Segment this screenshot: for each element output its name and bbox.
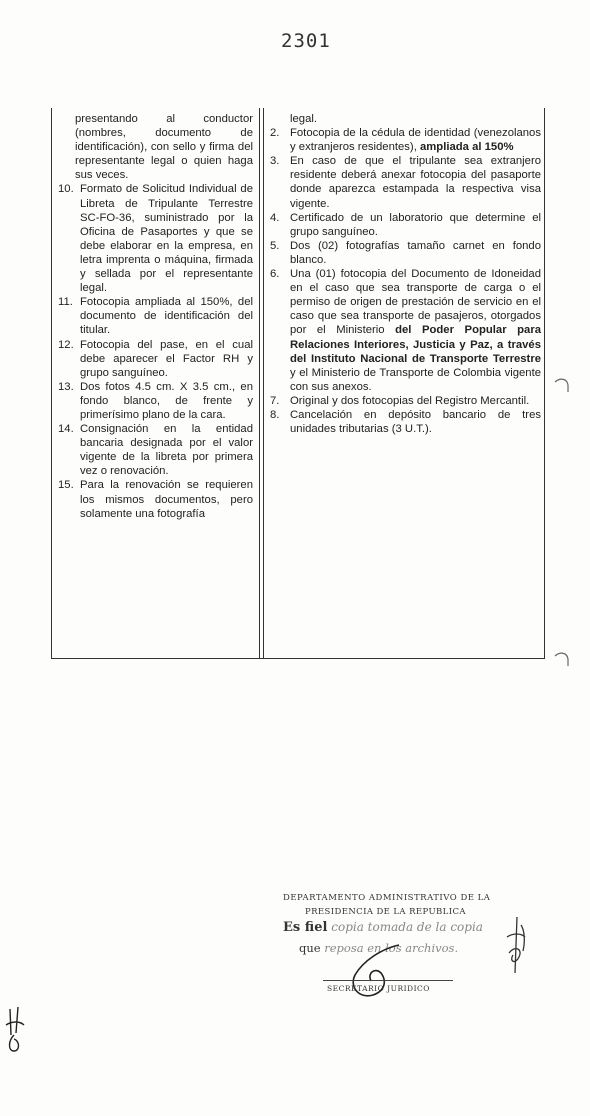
item-text: En caso de que el tripulante sea extranjero residente deberá anexar fotocopia del pasaporte donde aparezca estampada la respectiva visa vigente. bbox=[290, 155, 541, 210]
handwritten-initial-icon bbox=[4, 1005, 26, 1055]
item-text: Dos fotos 4.5 cm. X 3.5 cm., en fondo blanco, de frente y primerísimo plano de la cara. bbox=[80, 380, 253, 421]
stamp-line: PRESIDENCIA DE LA REPUBLICA bbox=[305, 907, 466, 917]
item-number: 7. bbox=[270, 394, 280, 407]
item-text-part: Una (01) fotocopia del Documento de Idoneidad en el caso que sea transporte de carga o el permiso de origen de prestación de servicio en el caso que sea transporte de pasajeros, otorgados por el Ministerio bbox=[290, 268, 541, 337]
right-column bbox=[270, 112, 541, 436]
list-item bbox=[270, 408, 541, 436]
item-text bbox=[290, 126, 541, 154]
item-text-part: Fotocopia de la cédula de identidad (venezolanos y extranjeros residentes), bbox=[290, 127, 541, 154]
item-number: 15. bbox=[58, 479, 74, 492]
list-item bbox=[58, 478, 253, 520]
left-list bbox=[58, 182, 253, 520]
list-item bbox=[270, 394, 541, 408]
item-text: Formato de Solicitud Individual de Libreta de Tripulante Terrestre SC-FO-36, suministrado por la Oficina de Pasaportes y que se debe elaborar en la empresa, en letra imprenta o máquina, firmada y sellada por el representante legal. bbox=[80, 183, 253, 295]
page-number: 2301 bbox=[281, 30, 331, 52]
item-text: Certificado de un laboratorio que determine el grupo sanguíneo. bbox=[290, 211, 541, 238]
item-text: Dos (02) fotografías tamaño carnet en fondo blanco. bbox=[290, 239, 541, 266]
stamp-faded-text: copia tomada de la copia bbox=[331, 920, 483, 934]
item-text: Fotocopia del pase, en el cual debe aparecer el Factor RH y grupo sanguíneo. bbox=[80, 338, 253, 379]
list-item bbox=[270, 126, 541, 154]
item-text: Para la renovación se requieren los mismos documentos, pero solamente una fotografía bbox=[80, 479, 253, 520]
stamp-line: SECRETARIO JURIDICO bbox=[327, 984, 430, 993]
stamp-text: que bbox=[299, 941, 321, 955]
signature-line bbox=[323, 980, 453, 981]
list-item bbox=[270, 154, 541, 210]
stamp-line bbox=[283, 920, 483, 935]
item-text: Original y dos fotocopias del Registro Mercantil. bbox=[290, 394, 530, 407]
list-item bbox=[58, 422, 253, 478]
handwritten-initial-icon bbox=[503, 915, 529, 977]
item-number: 8. bbox=[270, 408, 280, 421]
item-number: 6. bbox=[270, 268, 280, 281]
list-item bbox=[270, 267, 541, 394]
margin-mark-icon bbox=[553, 650, 573, 668]
stamp-line: DEPARTAMENTO ADMINISTRATIVO DE LA bbox=[283, 893, 491, 903]
item-number: 3. bbox=[270, 155, 280, 168]
list-item bbox=[270, 239, 541, 267]
list-item bbox=[58, 338, 253, 380]
item-number: 4. bbox=[270, 211, 280, 224]
right-list bbox=[270, 126, 541, 436]
item-text: Cancelación en depósito bancario de tres unidades tributarias (3 U.T.). bbox=[290, 408, 541, 436]
stamp-faded-text: reposa en los archivos. bbox=[324, 941, 459, 955]
list-item bbox=[58, 182, 253, 295]
left-column bbox=[58, 112, 253, 521]
item-text: Fotocopia ampliada al 150%, del documento de identificación del titular. bbox=[80, 296, 253, 337]
list-item bbox=[58, 380, 253, 422]
item-text bbox=[290, 267, 541, 394]
column-divider bbox=[263, 108, 264, 658]
right-intro-text: legal. bbox=[290, 113, 318, 125]
item-number: 14. bbox=[58, 423, 74, 436]
item-number: 13. bbox=[58, 380, 74, 393]
item-bold-text: ampliada al 150% bbox=[419, 141, 514, 154]
item-text-part: y el Ministerio de Transporte de Colombia vigente con sus anexos. bbox=[290, 366, 541, 393]
left-intro-text: presentando al conductor (nombres, documento de identificación), con sello y firma del representante legal o quien haga sus veces. bbox=[75, 113, 253, 182]
list-item bbox=[58, 295, 253, 337]
list-item bbox=[270, 211, 541, 239]
item-bold-text: del Poder Popular para Relaciones Interiores, Justicia y Paz, a través del Instituto Nacional de Transporte Terrestre bbox=[290, 324, 541, 365]
item-number: 11. bbox=[58, 296, 73, 309]
item-number: 10. bbox=[58, 183, 74, 196]
item-text: Consignación en la entidad bancaria designada por el valor vigente de la libreta por primera vez o renovación. bbox=[80, 423, 253, 478]
column-divider bbox=[259, 108, 260, 658]
certification-stamp bbox=[283, 893, 493, 1003]
requirements-table bbox=[51, 108, 545, 659]
item-number: 2. bbox=[270, 127, 280, 140]
margin-mark-icon bbox=[553, 376, 573, 394]
item-number: 5. bbox=[270, 239, 280, 252]
stamp-bold-text: Es fiel bbox=[283, 920, 328, 935]
item-number: 12. bbox=[58, 338, 74, 351]
